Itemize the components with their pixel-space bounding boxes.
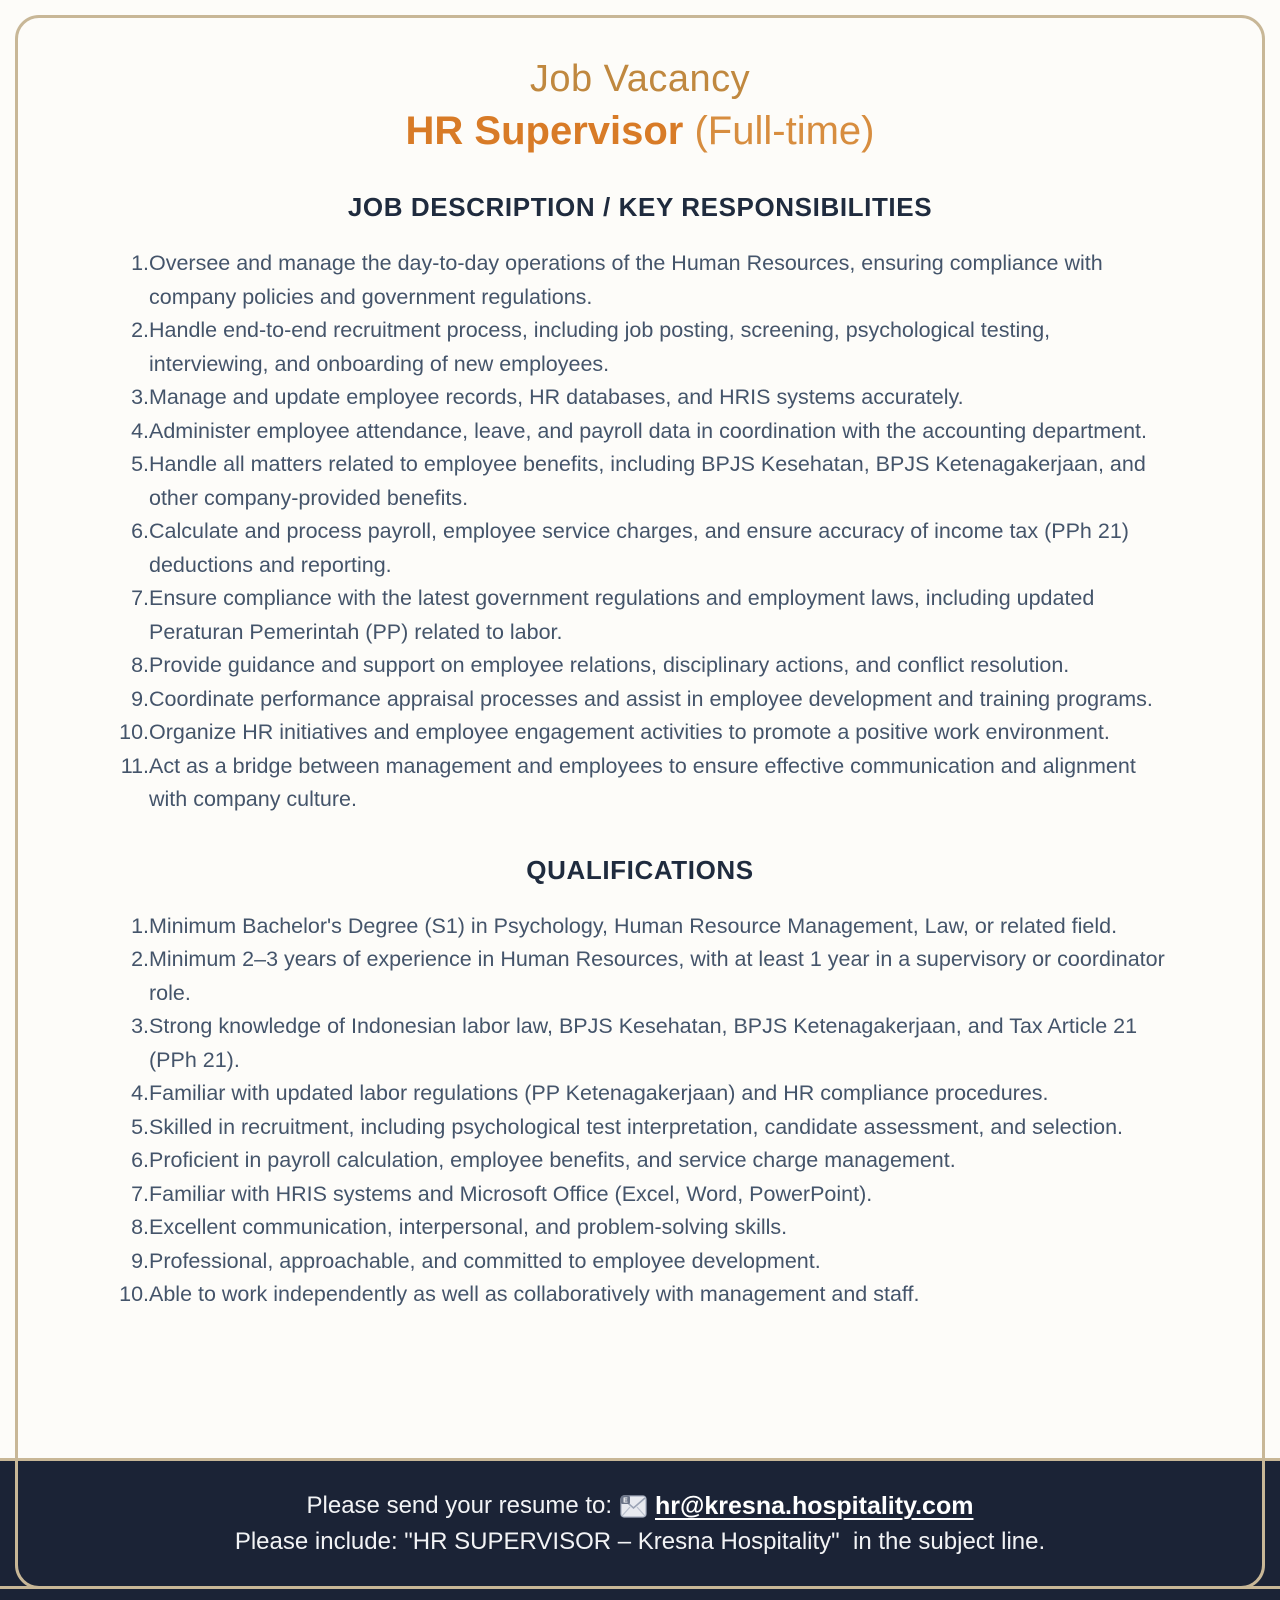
job-description-item <box>111 247 1169 314</box>
item-number: 10. <box>119 1282 149 1306</box>
qualification-item <box>111 1010 1169 1077</box>
item-text: Familiar with updated labor regulations (PP Ketenagakerjaan) and HR compliance procedures. <box>149 1081 1049 1105</box>
qualifications-list <box>111 910 1169 1312</box>
job-description-item <box>111 448 1169 515</box>
qualification-item <box>111 1278 1169 1312</box>
job-description-item <box>111 515 1169 582</box>
item-text: Provide guidance and support on employee relations, disciplinary actions, and conflict resolution. <box>149 653 1070 677</box>
qualification-item <box>111 943 1169 1010</box>
qualification-item <box>111 1211 1169 1245</box>
item-text: Minimum Bachelor's Degree (S1) in Psychology, Human Resource Management, Law, or related field. <box>149 913 1118 938</box>
job-title <box>0 109 1280 154</box>
item-number: 11. <box>120 753 149 778</box>
item-text: Administer employee attendance, leave, and payroll data in coordination with the accounting department. <box>149 418 1147 443</box>
job-description-item <box>111 415 1169 449</box>
job-description-list <box>111 247 1169 817</box>
item-text: Organize HR initiatives and employee engagement activities to promote a positive work environment. <box>149 720 1110 744</box>
job-title-role: HR Supervisor <box>405 109 684 153</box>
qualifications-heading: QUALIFICATIONS <box>526 854 754 885</box>
item-text: Oversee and manage the day-to-day operations of the Human Resources, ensuring compliance with company policies and government regulations. <box>149 251 1103 309</box>
email-envelope-icon <box>620 1495 647 1518</box>
qualification-item <box>111 1245 1169 1279</box>
job-description-item <box>111 716 1169 750</box>
item-text: Proficient in payroll calculation, employee benefits, and service charge management. <box>149 1148 956 1172</box>
item-number: 4. <box>131 1081 149 1105</box>
item-text: Strong knowledge of Indonesian labor law, BPJS Kesehatan, BPJS Ketenagakerjaan, and Tax Article 21 (PPh 21). <box>149 1014 1138 1072</box>
item-number: 10. <box>119 720 149 744</box>
item-number: 2. <box>131 318 149 342</box>
item-number: 7. <box>131 1181 149 1206</box>
job-description-item <box>111 381 1169 415</box>
item-text: Minimum 2–3 years of experience in Human Resources, with at least 1 year in a supervisory or coordinator role. <box>149 947 1165 1005</box>
item-text: Coordinate performance appraisal processes and assist in employee development and training programs. <box>149 686 1153 711</box>
item-number: 6. <box>131 1148 149 1172</box>
item-text: Handle all matters related to employee benefits, including BPJS Kesehatan, BPJS Ketenagakerjaan, and other company-provided benefits. <box>149 452 1146 510</box>
item-text: Able to work independently as well as collaboratively with management and staff. <box>149 1282 920 1306</box>
job-description-item <box>111 314 1169 381</box>
qualification-item <box>111 1111 1169 1145</box>
job-description-item <box>111 649 1169 683</box>
job-description-item <box>111 582 1169 649</box>
item-text: Skilled in recruitment, including psychological test interpretation, candidate assessment, and selection. <box>149 1114 1123 1139</box>
item-text: Act as a bridge between management and employees to ensure effective communication and alignment with company culture. <box>149 753 1136 811</box>
item-number: 2. <box>131 947 149 971</box>
item-number: 1. <box>131 251 149 275</box>
qualification-item <box>111 1077 1169 1111</box>
item-number: 4. <box>131 418 149 443</box>
footer <box>0 1461 1280 1600</box>
item-number: 5. <box>131 452 149 476</box>
qualification-item <box>111 1144 1169 1178</box>
contact-email-link[interactable]: hr@kresna.hospitality.com <box>655 1491 974 1520</box>
item-text: Manage and update employee records, HR databases, and HRIS systems accurately. <box>149 385 964 409</box>
item-number: 6. <box>131 519 149 543</box>
item-number: 3. <box>131 385 149 409</box>
job-description-item <box>111 683 1169 717</box>
item-number: 9. <box>131 1248 149 1273</box>
job-title-type: (Full-time) <box>683 109 875 153</box>
svg-text:E: E <box>623 1497 628 1504</box>
item-number: 9. <box>131 686 149 711</box>
qualification-item <box>111 1178 1169 1212</box>
item-number: 5. <box>131 1114 149 1139</box>
item-number: 8. <box>131 653 149 677</box>
qualification-item <box>111 910 1169 944</box>
job-description-heading: JOB DESCRIPTION / KEY RESPONSIBILITIES <box>347 192 933 222</box>
job-description-item <box>111 750 1169 817</box>
item-number: 7. <box>131 586 149 610</box>
footer-subject-line: Please include: "HR SUPERVISOR – Kresna Hospitality" in the subject line. <box>234 1527 1046 1555</box>
footer-resume-text: Please send your resume to: <box>306 1492 613 1519</box>
item-text: Familiar with HRIS systems and Microsoft Office (Excel, Word, PowerPoint). <box>149 1181 873 1206</box>
item-number: 3. <box>131 1014 149 1038</box>
page-title: Job Vacancy <box>529 58 751 100</box>
item-text: Calculate and process payroll, employee service charges, and ensure accuracy of income tax (PPh 21) deductions and reporting. <box>149 519 1129 577</box>
item-text: Ensure compliance with the latest government regulations and employment laws, including updated Peraturan Pemerintah (PP) related to labor. <box>149 586 1095 644</box>
item-text: Excellent communication, interpersonal, and problem-solving skills. <box>149 1215 788 1239</box>
item-text: Handle end-to-end recruitment process, including job posting, screening, psychological testing, interviewing, and onboarding of new employees. <box>149 318 1051 376</box>
footer-resume-line <box>307 1492 974 1521</box>
item-text: Professional, approachable, and committed to employee development. <box>149 1248 821 1273</box>
item-number: 8. <box>131 1215 149 1239</box>
item-number: 1. <box>131 913 149 938</box>
